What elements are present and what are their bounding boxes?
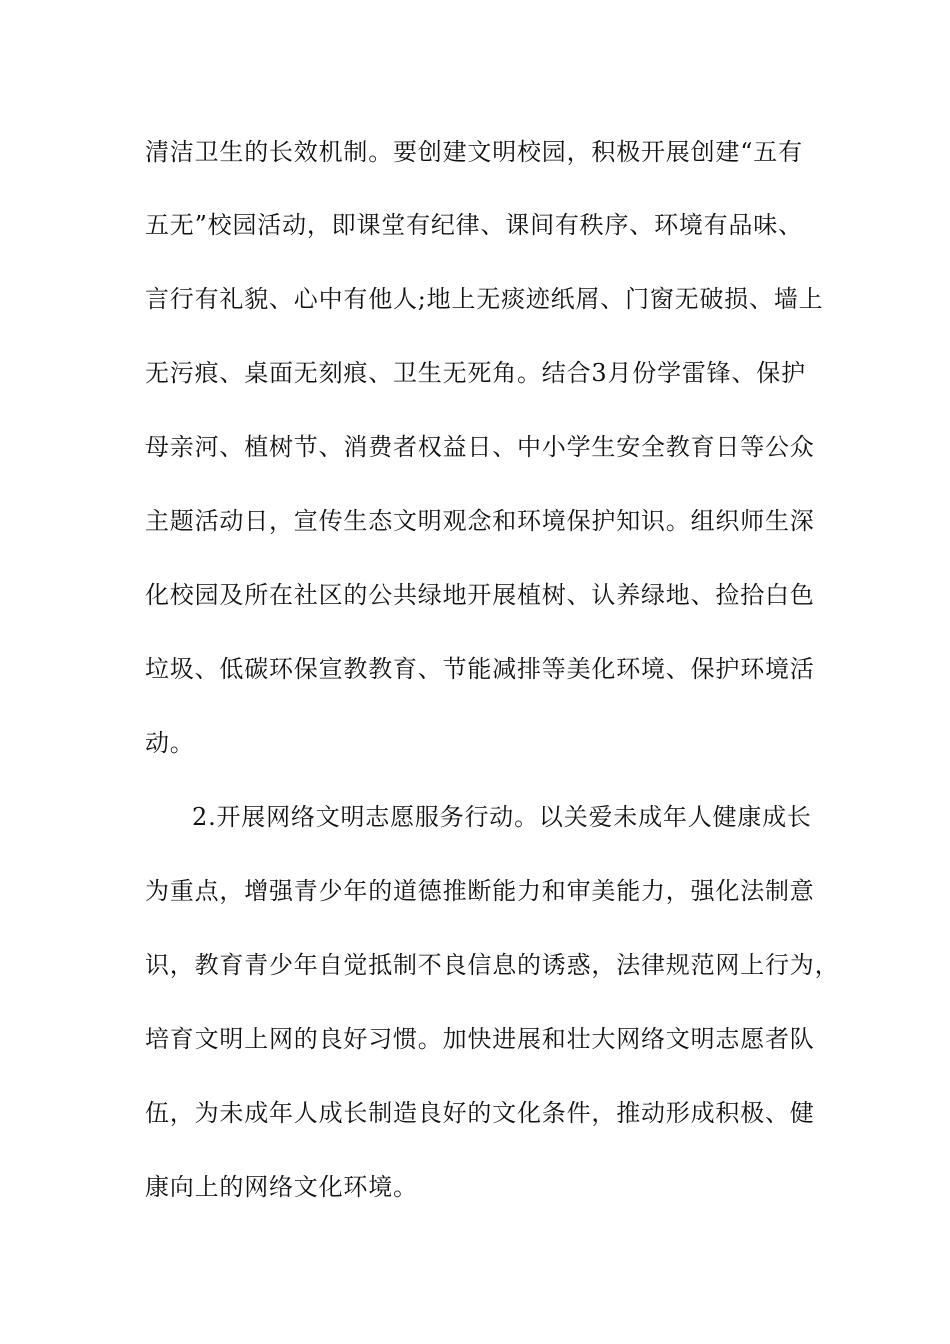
text-line: 化校园及所在社区的公共绿地开展植树、认养绿地、捡拾白色: [145, 581, 815, 609]
text-line: 母亲河、植树节、消费者权益日、中小学生安全教育日等公众: [145, 433, 815, 461]
text-line: 五无”校园活动，即课堂有纪律、课间有秩序、环境有品味、: [145, 211, 803, 239]
text-line: 培育文明上网的良好习惯。加快进展和壮大网络文明志愿者队: [145, 1025, 815, 1053]
text-line: 识，教育青少年自觉抵制不良信息的诱惑，法律规范网上行为，: [145, 951, 840, 979]
text-line: 伍，为未成年人成长制造良好的文化条件，推动形成积极、健: [145, 1099, 815, 1127]
text-line: 康向上的网络文化环境。: [145, 1173, 418, 1201]
text-line: 垃圾、低碳环保宣教教育、节能减排等美化环境、保护环境活: [145, 655, 815, 683]
paragraph-start-line: 2.开展网络文明志愿服务行动。以关爱未成年人健康成长: [192, 803, 812, 831]
text-line: 为重点，增强青少年的道德推断能力和审美能力，强化法制意: [145, 877, 815, 905]
text-line: 动。: [145, 729, 195, 757]
text-line: 言行有礼貌、心中有他人;地上无痰迹纸屑、门窗无破损、墙上: [145, 285, 824, 313]
text-line: 主题活动日，宣传生态文明观念和环境保护知识。组织师生深: [145, 507, 815, 535]
text-line: 清洁卫生的长效机制。要创建文明校园，积极开展创建“五有: [145, 138, 803, 166]
text-line: 无污痕、桌面无刻痕、卫生无死角。结合3月份学雷锋、保护: [145, 359, 806, 387]
